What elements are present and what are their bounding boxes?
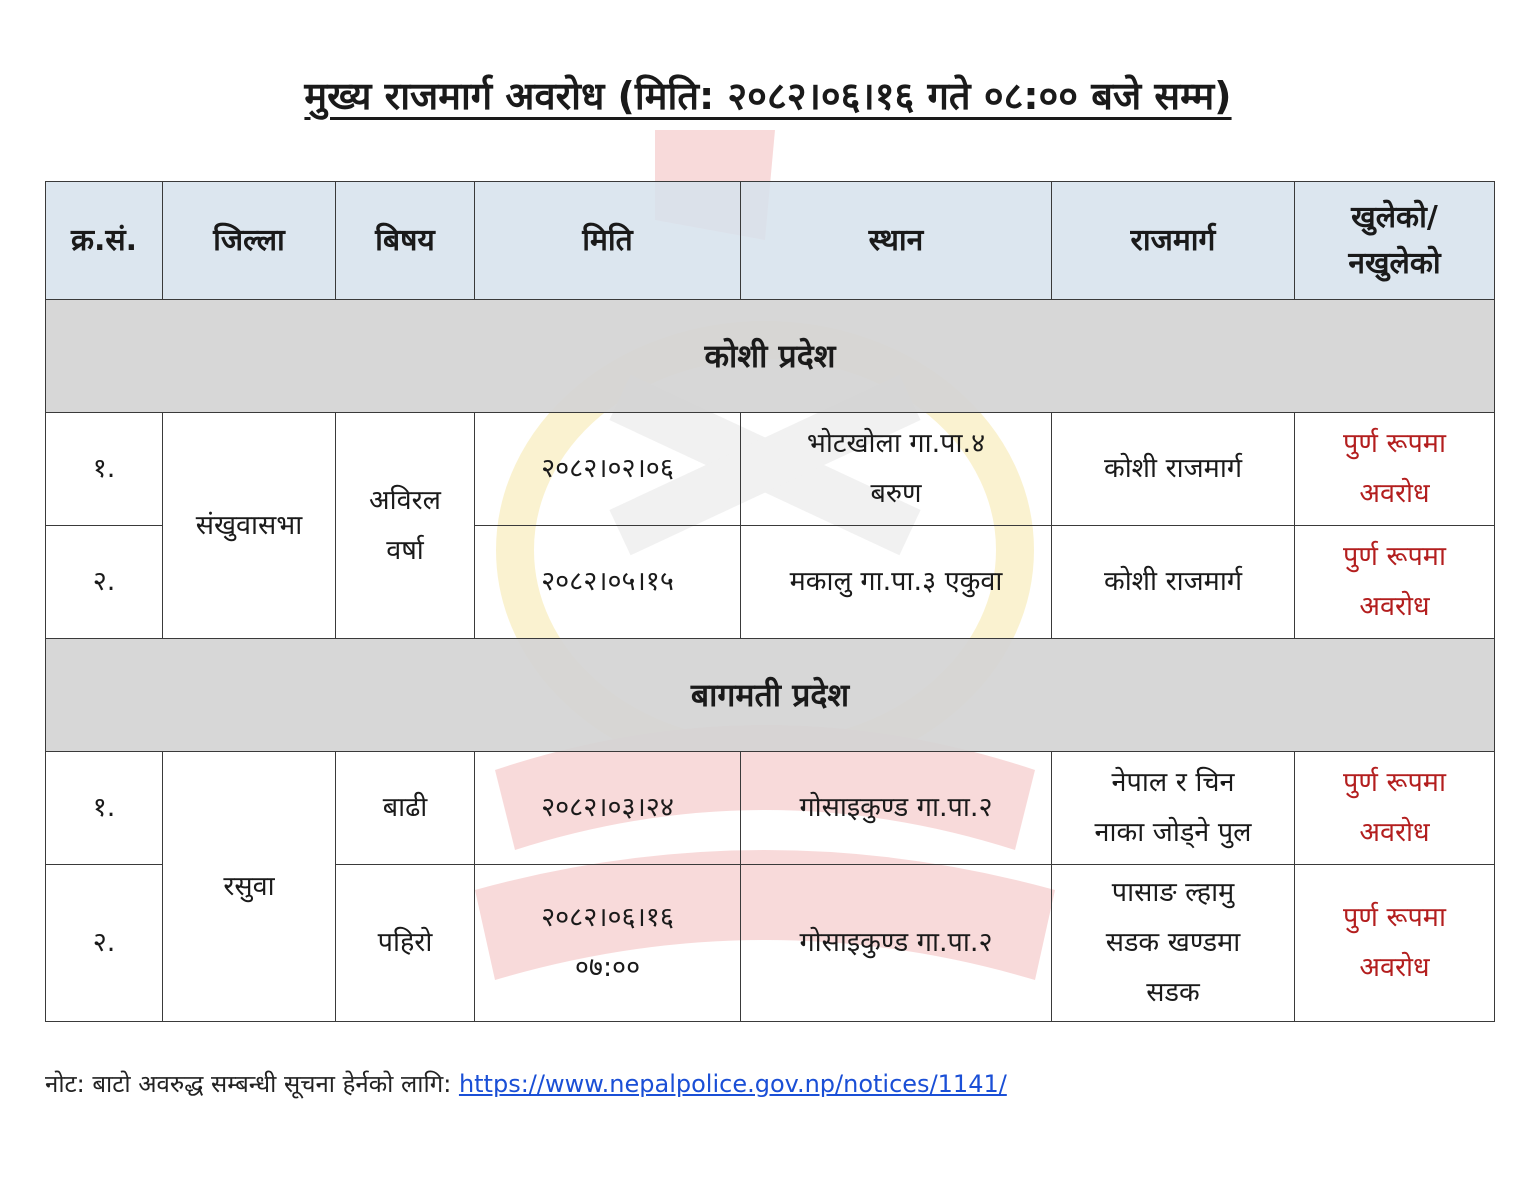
header-district: जिल्ला [163,182,336,300]
row-status-line2: अवरोध [1359,591,1430,622]
row-highway [1052,865,1295,1022]
province-row-bagmati [46,639,1495,752]
row-subject: बाढी [336,752,475,865]
row-highway-line3: सडक [1146,977,1200,1008]
row-status [1295,865,1495,1022]
header-status [1295,182,1495,300]
row-district: रसुवा [163,752,336,1022]
row-sn: २. [46,526,163,639]
row-place: मकालु गा.पा.३ एकुवा [741,526,1052,639]
table-header-row [46,182,1495,300]
footer-note [45,1066,1007,1102]
row-status-line2: अवरोध [1359,817,1430,848]
row-status-line1: पुर्ण रूपमा [1343,767,1446,798]
highway-obstruction-table [45,181,1495,1022]
header-status-line2: नखुलेको [1348,245,1441,281]
row-date-line1: २०८२।०६।१६ [541,902,674,933]
row-status [1295,413,1495,526]
row-place-line2: बरुण [870,478,922,509]
page-title [0,68,1536,124]
row-subject-line1: अविरल [369,484,441,516]
row-place [741,413,1052,526]
row-subject: पहिरो [336,865,475,1022]
row-date [475,865,741,1022]
row-status-line1: पुर्ण रूपमा [1343,902,1446,933]
header-subject: बिषय [336,182,475,300]
row-place: गोसाइकुण्ड गा.पा.२ [741,752,1052,865]
row-sn: १. [46,413,163,526]
row-status-line1: पुर्ण रूपमा [1343,541,1446,572]
row-sn: १. [46,752,163,865]
row-date: २०८२।०५।१५ [475,526,741,639]
header-status-line1: खुलेको/ [1351,199,1438,235]
row-highway [1052,752,1295,865]
row-sn: २. [46,865,163,1022]
row-status-line2: अवरोध [1359,952,1430,983]
table-row [46,413,1495,526]
row-highway-line2: नाका जोड्ने पुल [1094,817,1252,848]
table-row [46,752,1495,865]
province-row-koshi [46,300,1495,413]
row-place: गोसाइकुण्ड गा.पा.२ [741,865,1052,1022]
header-highway: राजमार्ग [1052,182,1295,300]
row-highway-line1: पासाङ ल्हामु [1111,877,1235,908]
header-place: स्थान [741,182,1052,300]
row-highway: कोशी राजमार्ग [1052,526,1295,639]
row-highway: कोशी राजमार्ग [1052,413,1295,526]
row-district: संखुवासभा [163,413,336,639]
row-subject [336,413,475,639]
row-date: २०८२।०३।२४ [475,752,741,865]
row-highway-line2: सडक खण्डमा [1105,927,1241,958]
row-date-line2: ०७:०० [574,952,641,983]
row-status [1295,752,1495,865]
notice-link[interactable]: https://www.nepalpolice.gov.np/notices/1141/ [458,1070,1007,1098]
header-sn: क्र.सं. [46,182,163,300]
row-subject-line2: वर्षा [386,534,424,566]
header-date: मिति [475,182,741,300]
row-place-line1: भोटखोला गा.पा.४ [806,428,986,459]
row-highway-line1: नेपाल र चिन [1111,767,1235,798]
row-status [1295,526,1495,639]
province-name: कोशी प्रदेश [46,300,1495,413]
row-status-line2: अवरोध [1359,478,1430,509]
province-name: बागमती प्रदेश [46,639,1495,752]
footer-note-text: नोट: बाटो अवरुद्ध सम्बन्धी सूचना हेर्नको लागि: [45,1070,459,1098]
row-date: २०८२।०२।०६ [475,413,741,526]
page-title-text: मुख्य राजमार्ग अवरोध (मिति: २०८२।०६।१६ गते ०८:०० बजे सम्म) [304,74,1232,118]
row-status-line1: पुर्ण रूपमा [1343,428,1446,459]
